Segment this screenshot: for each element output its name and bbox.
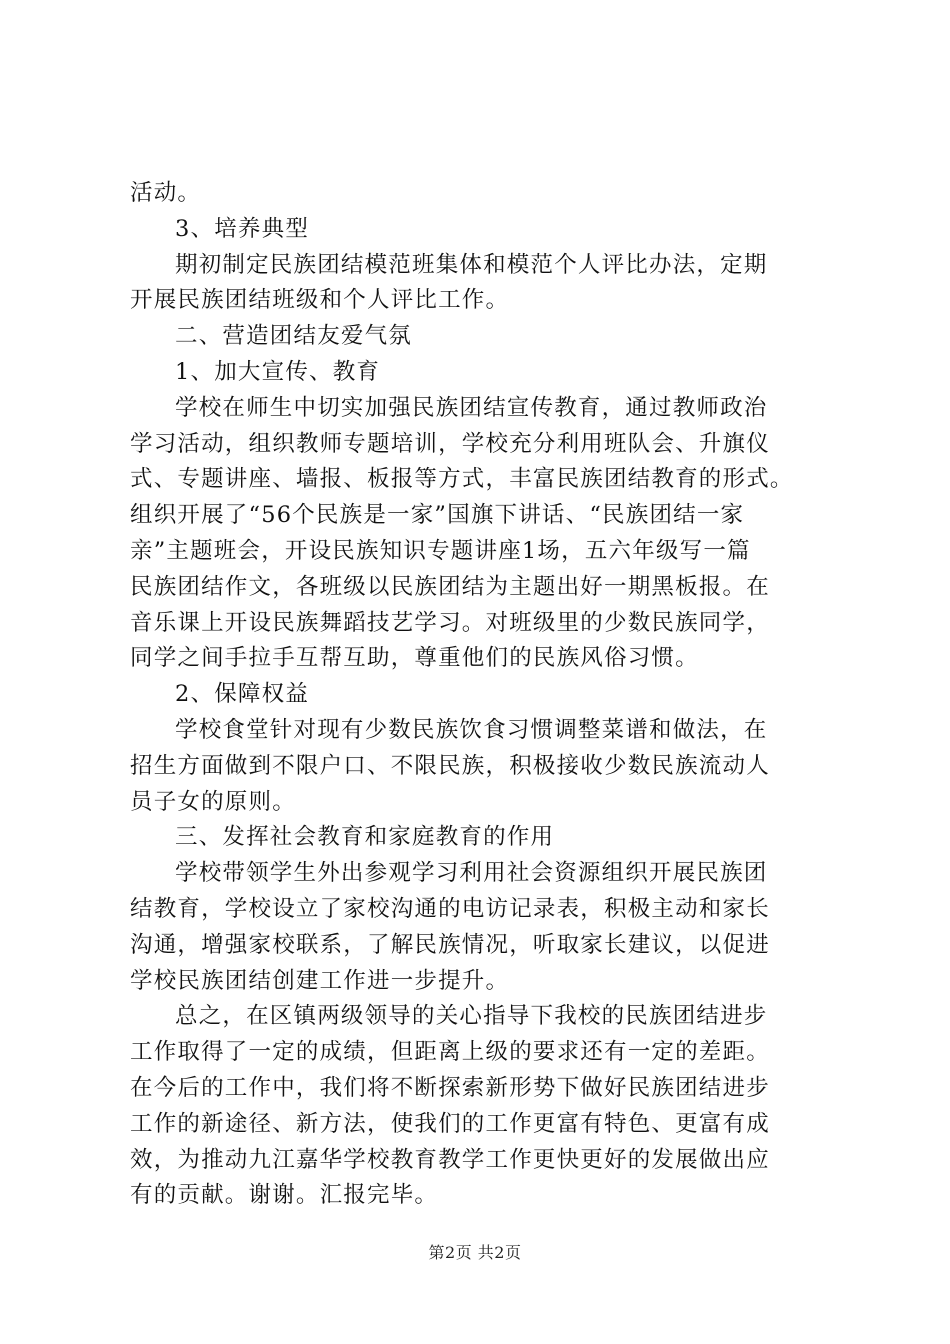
- text-line: 学校食堂针对现有少数民族饮食习惯调整菜谱和做法，在: [175, 716, 768, 743]
- text-line: 结教育，学校设立了家校沟通的电访记录表，积极主动和家长: [130, 895, 770, 922]
- text-line: 招生方面做到不限户口、不限民族，积极接收少数民族流动人: [130, 752, 770, 779]
- text-line: 式、专题讲座、墙报、板报等方式，丰富民族团结教育的形式。: [130, 466, 794, 493]
- text-line: 沟通，增强家校联系，了解民族情况，听取家长建议，以促进: [130, 931, 770, 958]
- text-line: 员子女的原则。: [130, 788, 296, 815]
- text-line: 总之，在区镇两级领导的关心指导下我校的民族团结进步: [175, 1003, 768, 1030]
- section-heading: 二、营造团结友爱气氛: [175, 323, 413, 350]
- text-line: 亲”主题班会，开设民族知识专题讲座1场，五六年级写一篇: [130, 537, 751, 564]
- text-line: 学校带领学生外出参观学习利用社会资源组织开展民族团: [175, 860, 768, 887]
- section-heading: 2、保障权益: [175, 681, 310, 708]
- section-heading: 1、加大宣传、教育: [175, 358, 381, 385]
- text-line: 在今后的工作中，我们将不断探索新形势下做好民族团结进步: [130, 1074, 770, 1101]
- text-line: 效，为推动九江嘉华学校教育教学工作更快更好的发展做出应: [130, 1146, 770, 1173]
- text-line: 民族团结作文，各班级以民族团结为主题出好一期黑板报。在: [130, 573, 770, 600]
- text-line: 同学之间手拉手互帮互助，尊重他们的民族风俗习惯。: [130, 645, 699, 672]
- text-line: 学习活动，组织教师专题培训，学校充分利用班队会、升旗仪: [130, 430, 770, 457]
- text-line: 音乐课上开设民族舞蹈技艺学习。对班级里的少数民族同学，: [130, 609, 770, 636]
- text-line: 有的贡献。谢谢。汇报完毕。: [130, 1182, 439, 1209]
- text-line: 组织开展了“56个民族是一家”国旗下讲话、“民族团结一家: [130, 502, 745, 529]
- text-line: 工作取得了一定的成绩，但距离上级的要求还有一定的差距。: [130, 1039, 770, 1066]
- document-body: [130, 176, 835, 1214]
- text-line: 开展民族团结班级和个人评比工作。: [130, 287, 510, 314]
- page-number-footer: 第2页 共2页: [428, 1243, 522, 1262]
- text-line: 学校民族团结创建工作进一步提升。: [130, 967, 510, 994]
- section-heading: 3、培养典型: [175, 215, 310, 242]
- section-heading: 三、发挥社会教育和家庭教育的作用: [175, 824, 555, 851]
- text-line: 工作的新途径、新方法，使我们的工作更富有特色、更富有成: [130, 1110, 770, 1137]
- text-line: 学校在师生中切实加强民族团结宣传教育，通过教师政治: [175, 394, 768, 421]
- text-line: 活动。: [130, 180, 202, 206]
- text-line: 期初制定民族团结模范班集体和模范个人评比办法，定期: [175, 251, 768, 278]
